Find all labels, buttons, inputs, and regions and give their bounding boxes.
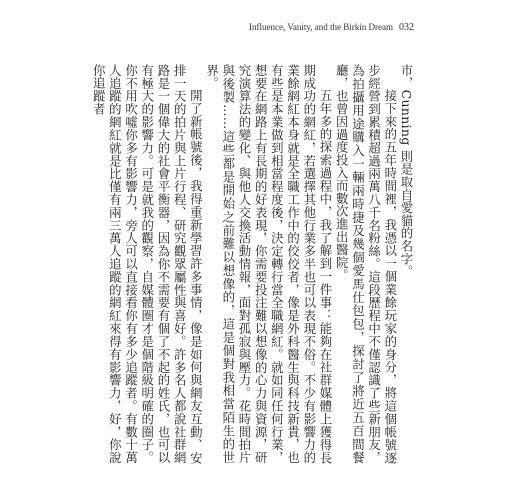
paragraph: 市，Cunning 則是取自愛貓的名字。 [399, 64, 414, 279]
paragraph: 開了新帳號後，我得重新學習許多事情，像是如何與網友互動、安排一天的拍片與上片行程、研究觀眾屬性與喜好。許多名人都說社群網路是一個偉大的社會平衡器，因為你不需要有個了不起的姓氏，也可以有極大的影響力。可是就我的觀察，自媒體圈才是個階級明確的圈子。你不用吹噓你多有影響力，旁人可以直接看你有多少追蹤者。有數十萬人追蹤的網紅就是比僅有兩三萬人追蹤的網紅來得有影響力，好，你說你追蹤者 [91, 64, 204, 464]
paragraph: 接下來的五年時間裡，我憑以一個業餘玩家的身分，將這個帳號逐步經營到累積超過兩萬八千名粉絲。這段歷程中不僅認識了些新朋友，為拍攝用途購入一輛兩時捷及幾個愛馬仕包包，探討了將近五百間餐廳，也曾因過度投入而數次進出醫院。 [334, 64, 398, 464]
body-text [90, 64, 414, 464]
page-number: 032 [399, 22, 414, 33]
running-title: Influence, Vanity, and the Birkin Dream [249, 22, 393, 32]
paragraph: 五年多的探索過程中，我了解到一件事：能夠在社群媒體上獲得長期成功的網紅，若選擇其他行業多半也可以表現不俗。不少有影響力的業餘網紅本身就是全職工作中的佼佼者，像是外科醫生與科技新貴，也有些是本業做到相當程度後，決定轉行當全職網紅。就如同任何行業，想要在網路上有長期的好表現，你需要投注難以想像的心力與資源，研究演算法的變化、與他人交換活動情報，面對孤寂與壓力。花時間拍片與後製……這些都是開始之前難以想像的，這是個對我相當陌生的世界。 [204, 64, 333, 464]
running-header [249, 22, 414, 33]
